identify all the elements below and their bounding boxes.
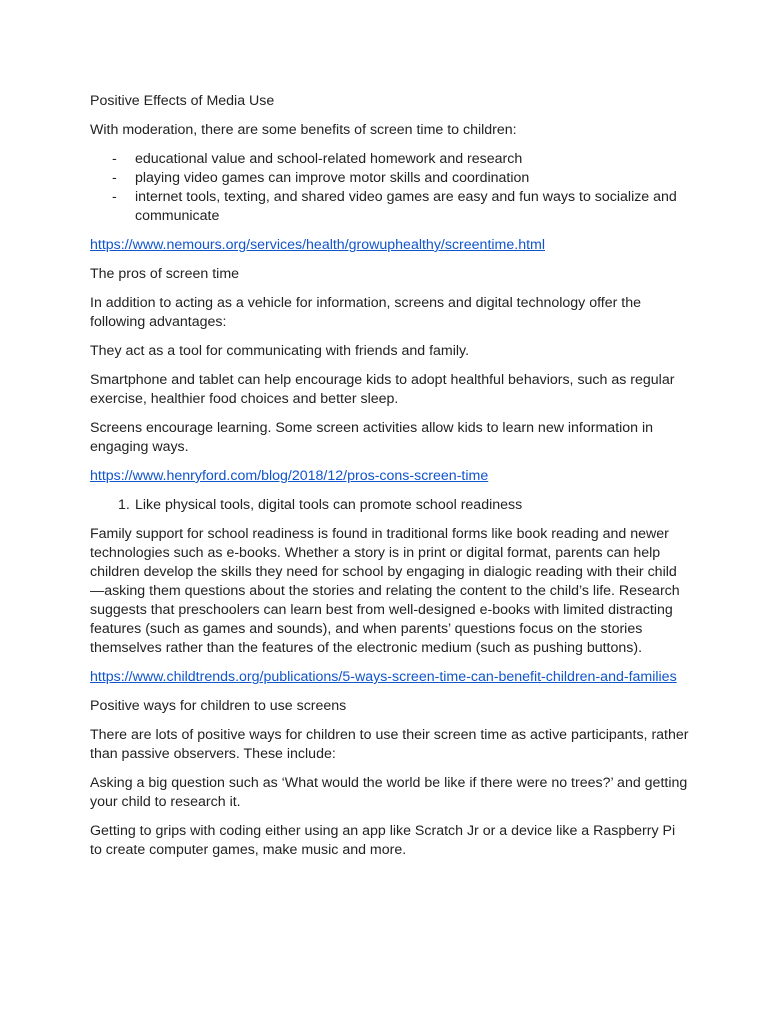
list-item-text: educational value and school-related homework and research — [135, 151, 523, 167]
paragraph: They act as a tool for communicating with friends and family. — [90, 343, 470, 359]
list-item-text: playing video games can improve motor skills and coordination — [135, 170, 530, 186]
paragraph: Family support for school readiness is found in traditional forms like book reading and newer technologies such as e-books. Whether a story is in print or digital format, parents can help children develop the skills they need for school by engaging in dialogic reading with their child—asking them questions about the stories and relating the content to the child’s life. Research suggests that preschoolers can learn best from well-designed e-books with limited distracting features (such as games and sounds), and when parents’ questions focus on the stories themselves rather than the features of the electronic medium (such as pushing buttons). — [90, 526, 680, 656]
list-item-text: internet tools, texting, and shared video games are easy and fun ways to socialize and communicate — [135, 189, 677, 224]
list-number: 1. — [118, 497, 130, 513]
section-heading-positive-effects: Positive Effects of Media Use — [90, 93, 275, 109]
intro-paragraph: With moderation, there are some benefits of screen time to children: — [90, 122, 517, 138]
paragraph: Getting to grips with coding either using an app like Scratch Jr or a device like a Raspberry Pi to create computer games, make music and more. — [90, 823, 676, 858]
list-item — [90, 150, 690, 169]
paragraph: Asking a big question such as ‘What would the world be like if there were no trees?’ and getting your child to research it. — [90, 775, 688, 810]
paragraph: There are lots of positive ways for children to use their screen time as active participants, rather than passive observers. These include: — [90, 727, 689, 762]
henryford-link[interactable]: https://www.henryford.com/blog/2018/12/pros-cons-screen-time — [90, 468, 489, 484]
paragraph: Screens encourage learning. Some screen activities allow kids to learn new information in engaging ways. — [90, 420, 654, 455]
list-dash-marker: - — [112, 170, 117, 186]
paragraph: Smartphone and tablet can help encourage kids to adopt healthful behaviors, such as regular exercise, healthier food choices and better sleep. — [90, 372, 675, 407]
benefits-list — [90, 150, 690, 226]
list-item — [90, 188, 690, 226]
list-dash-marker: - — [112, 189, 117, 205]
nemours-link[interactable]: https://www.nemours.org/services/health/growuphealthy/screentime.html — [90, 237, 545, 253]
numbered-list — [90, 496, 690, 515]
document-page — [90, 92, 690, 870]
section-heading-positive-ways: Positive ways for children to use screens — [90, 698, 347, 714]
section-heading-pros: The pros of screen time — [90, 266, 240, 282]
paragraph: In addition to acting as a vehicle for information, screens and digital technology offer the following advantages: — [90, 295, 642, 330]
list-item — [90, 496, 690, 515]
list-dash-marker: - — [112, 151, 117, 167]
list-item-text: Like physical tools, digital tools can promote school readiness — [135, 497, 523, 513]
childtrends-link[interactable]: https://www.childtrends.org/publications/5-ways-screen-time-can-benefit-children-and-families — [90, 669, 677, 685]
list-item — [90, 169, 690, 188]
